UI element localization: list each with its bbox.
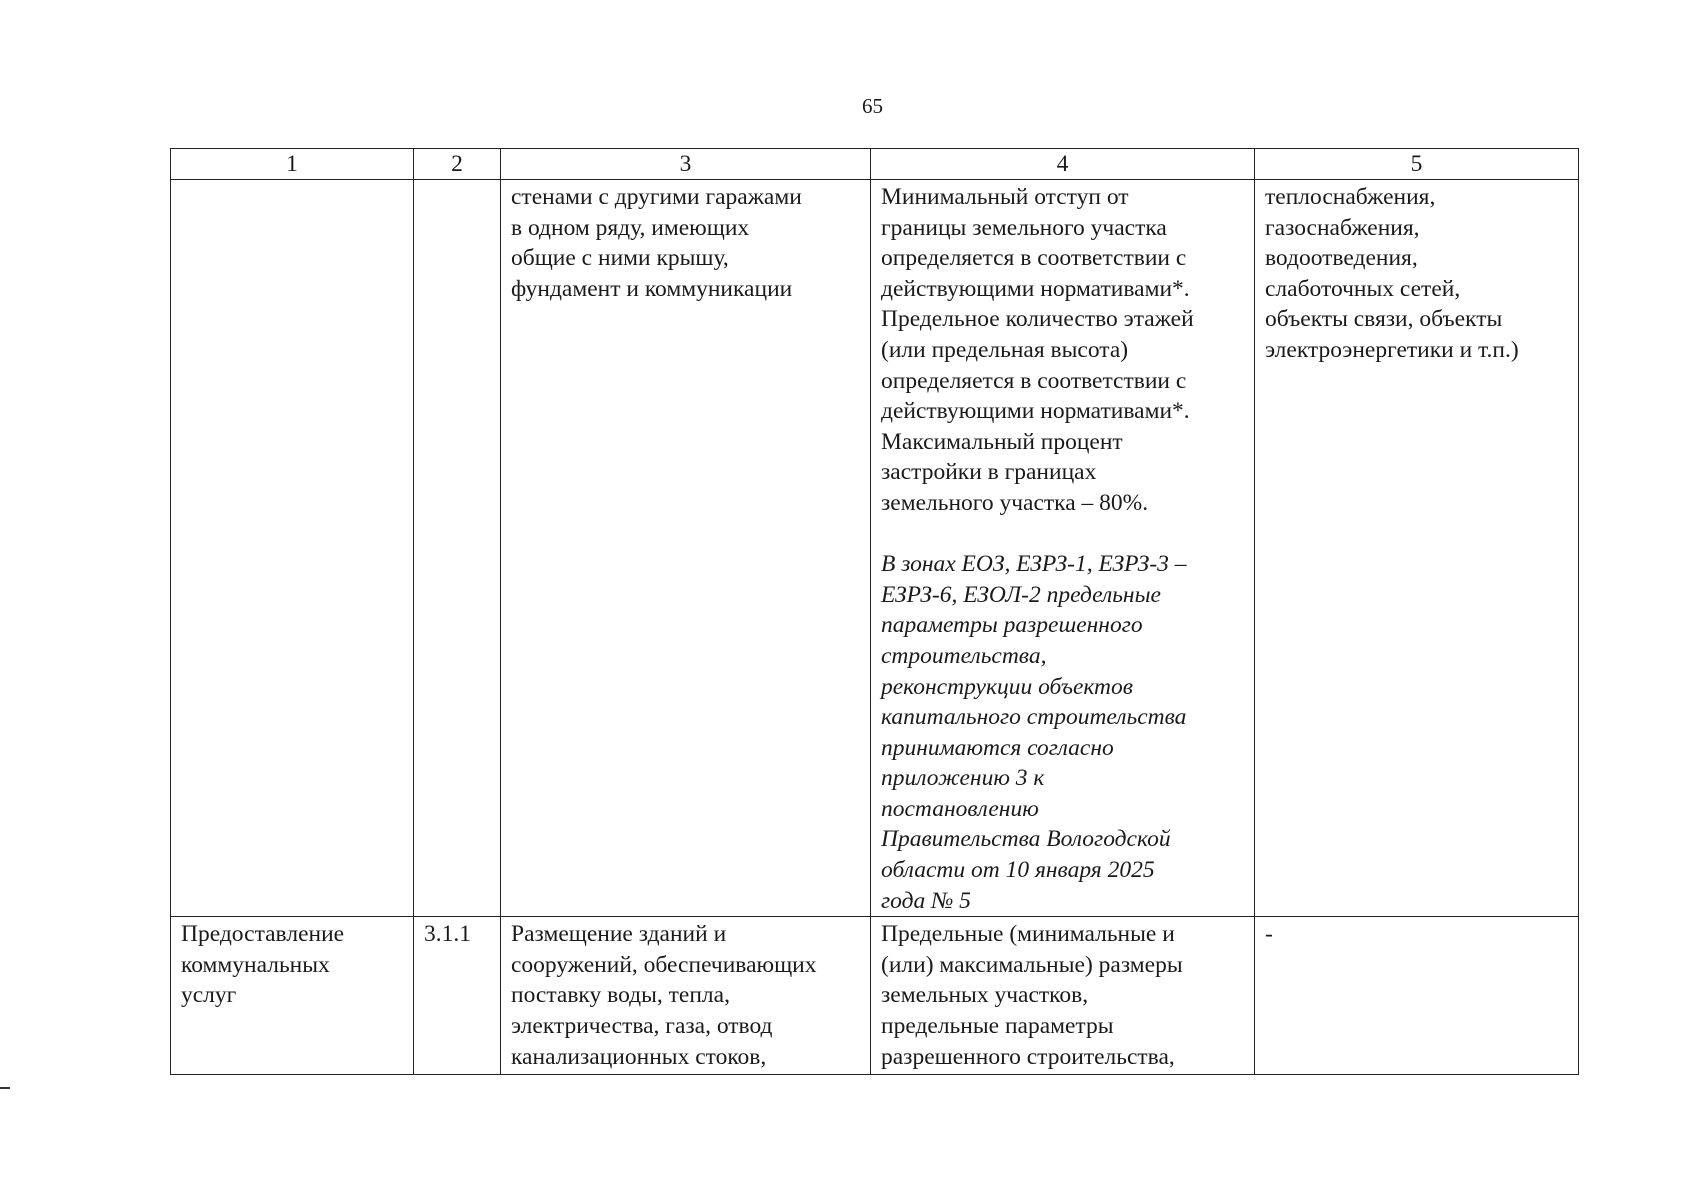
text-line: ЕЗРЗ-6, ЕЗОЛ-2 предельные [881, 581, 1161, 608]
row2-col3-cell [501, 917, 871, 1075]
text-line: земельного участка – 80%. [881, 489, 1149, 516]
header-col-4: 4 [871, 149, 1255, 180]
row2-col4-cell [871, 917, 1255, 1075]
text-line: общие с ними крышу, [511, 245, 729, 272]
text-line: объекты связи, объекты [1265, 306, 1503, 333]
text-line: слаботочных сетей, [1265, 275, 1461, 302]
text-line: параметры разрешенного [881, 612, 1143, 639]
text-line: Предоставление [181, 921, 345, 948]
page-number: 65 [862, 94, 883, 118]
text-line: Максимальный процент [881, 428, 1123, 455]
row2-col5-cell: - [1255, 917, 1579, 1075]
text-line: канализационных стоков, [511, 1043, 767, 1070]
text-line: В зонах ЕОЗ, ЕЗРЗ-1, ЕЗРЗ-3 – [881, 551, 1187, 578]
header-col-5: 5 [1255, 149, 1579, 180]
text-line: электроэнергетики и т.п.) [1265, 336, 1519, 363]
text-line: (или) максимальные) размеры [881, 951, 1183, 978]
text-line: поставку воды, тепла, [511, 982, 730, 1009]
header-col-3: 3 [501, 149, 871, 180]
text-line: границы земельного участка [881, 214, 1167, 241]
text-line: фундамент и коммуникации [511, 275, 793, 302]
table-header-row [171, 149, 1579, 180]
text-line: Предельное количество этажей [881, 306, 1194, 333]
text-line: капитального строительства [881, 704, 1187, 731]
header-col-2: 2 [414, 149, 501, 180]
text-line: (или предельная высота) [881, 336, 1129, 363]
paragraph-gap [881, 519, 1244, 550]
text-line: стенами с другими гаражами [511, 184, 802, 210]
text-line: коммунальных [181, 951, 330, 978]
text-line: постановлению [881, 795, 1039, 822]
row2-col1-cell [171, 917, 414, 1075]
text-line: Размещение зданий и [511, 921, 727, 948]
text-line: реконструкции объектов [881, 673, 1133, 700]
row1-col2-cell [414, 180, 501, 917]
text-line: услуг [181, 982, 237, 1009]
text-line: действующими нормативами*. [881, 398, 1190, 425]
text-line: электричества, газа, отвод [511, 1013, 773, 1040]
text-line: в одном ряду, имеющих [511, 214, 750, 241]
text-line: года № 5 [881, 887, 971, 914]
text-line: разрешенного строительства, [881, 1043, 1175, 1070]
table-row [171, 180, 1579, 917]
row1-col5-cell [1255, 180, 1579, 917]
text-line: строительства, [881, 642, 1047, 669]
text-line: приложению 3 к [881, 765, 1045, 792]
text-line: Правительства Вологодской [881, 826, 1171, 853]
text-line: Предельные (минимальные и [881, 921, 1175, 948]
text-line: определяется в соответствии с [881, 367, 1187, 394]
row1-col1-cell [171, 180, 414, 917]
text-line: газоснабжения, [1265, 214, 1420, 241]
row2-col2-cell: 3.1.1 [414, 917, 501, 1075]
text-line: принимаются согласно [881, 734, 1114, 761]
text-line: земельных участков, [881, 982, 1089, 1009]
scan-margin-mark [0, 1087, 10, 1089]
row1-col3-cell [501, 180, 871, 917]
text-line: сооружений, обеспечивающих [511, 951, 817, 978]
row1-col4-cell [871, 180, 1255, 917]
text-line: водоотведения, [1265, 245, 1418, 272]
text-line: застройки в границах [881, 459, 1097, 486]
header-col-1: 1 [171, 149, 414, 180]
text-line: теплоснабжения, [1265, 184, 1436, 210]
text-line: Минимальный отступ от [881, 184, 1129, 210]
text-line: действующими нормативами*. [881, 275, 1190, 302]
zoning-table [170, 148, 1579, 1075]
text-line: предельные параметры [881, 1013, 1114, 1040]
table-row [171, 917, 1579, 1075]
text-line: определяется в соответствии с [881, 245, 1187, 272]
text-line: области от 10 января 2025 [881, 857, 1155, 884]
